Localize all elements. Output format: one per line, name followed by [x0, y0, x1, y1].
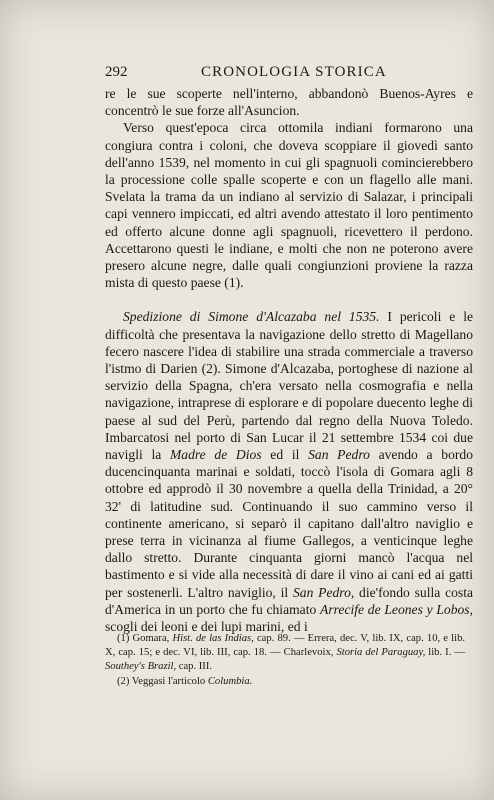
paragraph-text: ed il [261, 447, 309, 463]
footnote-text: cap. 89. — Errera, dec. V, lib. IX, cap. 10, e lib. X, cap. 15; e dec. VI, lib. III, cap. 18. — Charlevoix, [105, 633, 466, 659]
ship-name: Madre de Dios [169, 447, 262, 463]
paragraph-alcazaba-expedition [105, 308, 473, 635]
footnote-title: Southey's Brazil, [105, 661, 177, 673]
footnote-title: Hist. de las Indias, [172, 633, 254, 644]
running-title: CRONOLOGIA STORICA [201, 64, 387, 80]
footnote-text: lib. I. — [425, 647, 466, 659]
footnote-text: (1) Gomara, [117, 633, 173, 644]
paragraph-text: I pericoli e le difficoltà che presentava la navigazione dello stretto di Magellano fecero nascere l'idea di stabilire una strada commerciale a traverso l'istmo di Darien (2). Simone d'Alcazaba, portoghese di nazione al servizio della Spagna, ch'era versato nella cosmografia e nella navigazione, intraprese di esplorare e di popolare duecento leghe di paese al sud del Perù, partendo dal regno della Nuova Toledo. Imbarcatosi nel porto di San Lucar il 21 settembre 1534 coi due navigli la [105, 309, 474, 463]
paragraph-conspiracy: Verso quest'epoca circa ottomila indiani formarono una congiura contra i coloni, che doveva scoppiare il giovedì santo dell'anno 1539, nel momento in cui gli spagnuoli comincierebbero la processione colle spalle scoperte e con un flagello alle mani. Svelata la trama da un indiano al servizio di Salazar, i principali capi vennero impiccati, ed altri avendo attestato il loro pentimento ed offerto alcune donne agli spagnuoli, ricevettero il perdono. Accettarono questi le indiane, e molti che non ne poterono avere presero alcune negre, dalle quali congiunzioni proviene la razza mista di questo paese (1). [105, 120, 473, 291]
footnote-2 [105, 675, 465, 689]
page-number: 292 [105, 64, 128, 80]
paragraph-text: scogli dei leoni e dei lupi marini, ed i [105, 619, 308, 635]
section-heading: Spedizione di Simone d'Alcazaba nel 1535. [123, 309, 380, 325]
footnote-1 [105, 632, 465, 675]
footnote-title: Storia del Paraguay, [336, 647, 426, 659]
paragraph-text: avendo a bordo ducencinquanta marinai e soldati, toccò l'isola di Gomara agli 8 ottobre ed approdò il 30 novembre a quella della Trinidad, a 20° 32' di latitudine sud. Continuando il suo cammino verso il continente americano, si separò il capitano dall'altro naviglio e prese terra in vicinanza al fiume Gallegos, a venticinque leghe dallo stretto. Durante cinquanta giorni mancò l'acqua nel bastimento e si vide alla necessità di dare il vino ai cani ed ai gatti per sostenerli. L'altro naviglio, il [105, 447, 473, 600]
footnotes [105, 632, 465, 689]
body-text [105, 85, 473, 635]
page-header [105, 64, 455, 84]
ship-name: San Pedro [308, 447, 370, 463]
footnote-text: cap. III. [176, 661, 213, 673]
footnote-text: (2) Veggasi l'articolo [117, 675, 208, 687]
ship-name: San Pedro, [292, 584, 355, 600]
place-name: Arrecife de Leones y Lobos, [320, 601, 473, 617]
paragraph-text: die'fondo sulla costa d'America in un porto che fu chiamato [105, 584, 474, 617]
footnote-title: Columbia. [207, 675, 253, 687]
paragraph-continuation: re le sue scoperte nell'interno, abbandonò Buenos-Ayres e concentrò le sue forze all'Asuncion. [105, 86, 473, 119]
